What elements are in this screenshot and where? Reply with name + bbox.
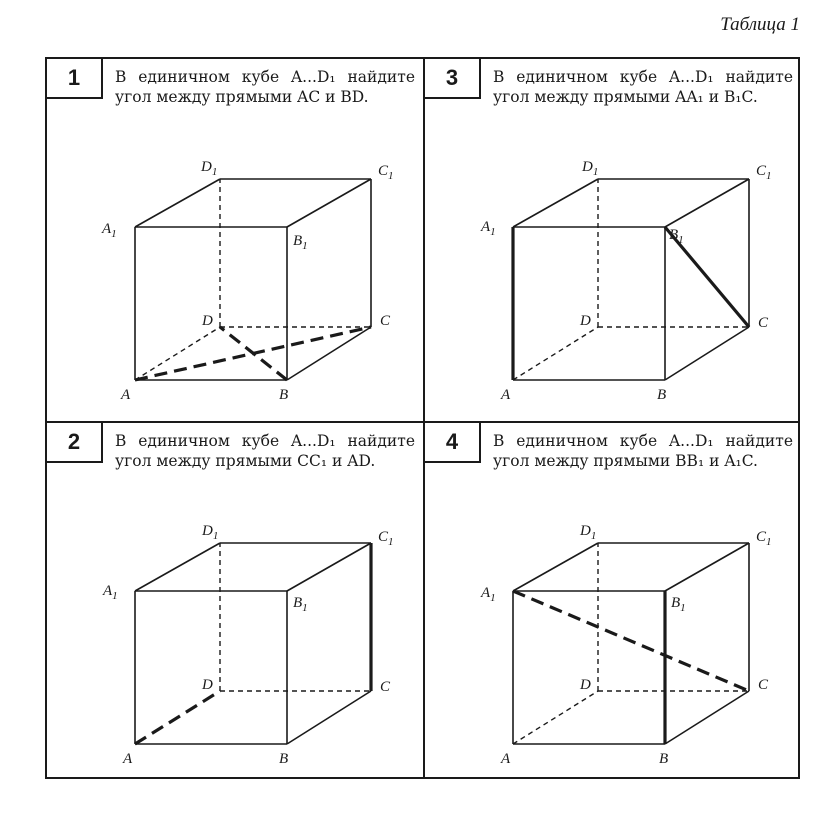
- vertex-label-A: A: [501, 751, 511, 767]
- cube-diagram-2: [47, 423, 423, 785]
- line-A1C: [513, 591, 749, 691]
- page-title: Таблица 1: [720, 14, 800, 35]
- vertex-label-C1: $C_1$: [378, 163, 394, 182]
- task-number: 4: [425, 423, 481, 463]
- vertex-label-B: B: [659, 751, 669, 767]
- vertex-label-C: C: [758, 677, 769, 693]
- task-cell-2: [47, 423, 423, 785]
- task-text: В единичном кубе A...D₁ найдите угол между прямыми BB₁ и A₁C.: [493, 432, 793, 470]
- cube-diagram-1: [47, 59, 423, 421]
- task-cell-4: [425, 423, 801, 785]
- edge-B-C: [287, 691, 371, 744]
- vertex-label-B1: $B_1$: [293, 595, 308, 614]
- vertex-label-D: D: [580, 313, 591, 329]
- vertex-label-A1: $A_1$: [103, 583, 118, 602]
- edge-A-D: [513, 691, 598, 744]
- vertex-label-B1: $B_1$: [669, 227, 684, 246]
- vertex-label-C: C: [758, 315, 769, 331]
- vertex-label-B: B: [279, 751, 289, 767]
- vertex-label-C1: $C_1$: [756, 163, 772, 182]
- edge-B-C: [287, 327, 371, 380]
- edge-A1-D1: [135, 179, 220, 227]
- vertex-label-A: A: [501, 387, 511, 403]
- vertex-label-D1: $D_1$: [582, 159, 599, 178]
- vertex-label-C1: $C_1$: [378, 529, 394, 548]
- cube-diagram-3: [425, 59, 801, 421]
- edge-A1-D1: [513, 543, 598, 591]
- vertex-label-B1: $B_1$: [293, 233, 308, 252]
- task-number: 3: [425, 59, 481, 99]
- edge-B1-C1: [287, 179, 371, 227]
- task-text: В единичном кубе A...D₁ найдите угол между прямыми AC и BD.: [115, 68, 415, 106]
- vertex-label-D: D: [580, 677, 591, 693]
- edge-B1-C1: [665, 543, 749, 591]
- vertex-label-C1: $C_1$: [756, 529, 772, 548]
- cube-diagram-4: [425, 423, 801, 785]
- task-table: [45, 57, 800, 779]
- vertex-label-D: D: [202, 313, 213, 329]
- edge-B-C: [665, 691, 749, 744]
- vertex-label-A1: $A_1$: [481, 219, 496, 238]
- task-cell-1: [47, 59, 423, 421]
- vertex-label-D: D: [202, 677, 213, 693]
- vertex-label-B1: $B_1$: [671, 595, 686, 614]
- edge-A-D: [513, 327, 598, 380]
- vertex-label-C: C: [380, 313, 391, 329]
- vertex-label-A: A: [123, 751, 133, 767]
- vertex-label-A1: $A_1$: [481, 585, 496, 604]
- edge-B-C: [665, 327, 749, 380]
- vertex-label-D1: $D_1$: [580, 523, 597, 542]
- vertex-label-D1: $D_1$: [202, 523, 219, 542]
- vertex-label-A1: $A_1$: [102, 221, 117, 240]
- line-AD: [135, 691, 220, 744]
- vertex-label-C: C: [380, 679, 391, 695]
- edge-B1-C1: [287, 543, 371, 591]
- edge-B1-C1: [665, 179, 749, 227]
- task-number: 2: [47, 423, 103, 463]
- vertex-label-A: A: [121, 387, 131, 403]
- vertex-label-B: B: [657, 387, 667, 403]
- task-text: В единичном кубе A...D₁ найдите угол между прямыми CC₁ и AD.: [115, 432, 415, 470]
- edge-A1-D1: [135, 543, 220, 591]
- task-text: В единичном кубе A...D₁ найдите угол между прямыми AA₁ и B₁C.: [493, 68, 793, 106]
- task-number: 1: [47, 59, 103, 99]
- vertex-label-D1: $D_1$: [201, 159, 218, 178]
- line-BD: [220, 327, 287, 380]
- task-cell-3: [425, 59, 801, 421]
- vertex-label-B: B: [279, 387, 289, 403]
- edge-A1-D1: [513, 179, 598, 227]
